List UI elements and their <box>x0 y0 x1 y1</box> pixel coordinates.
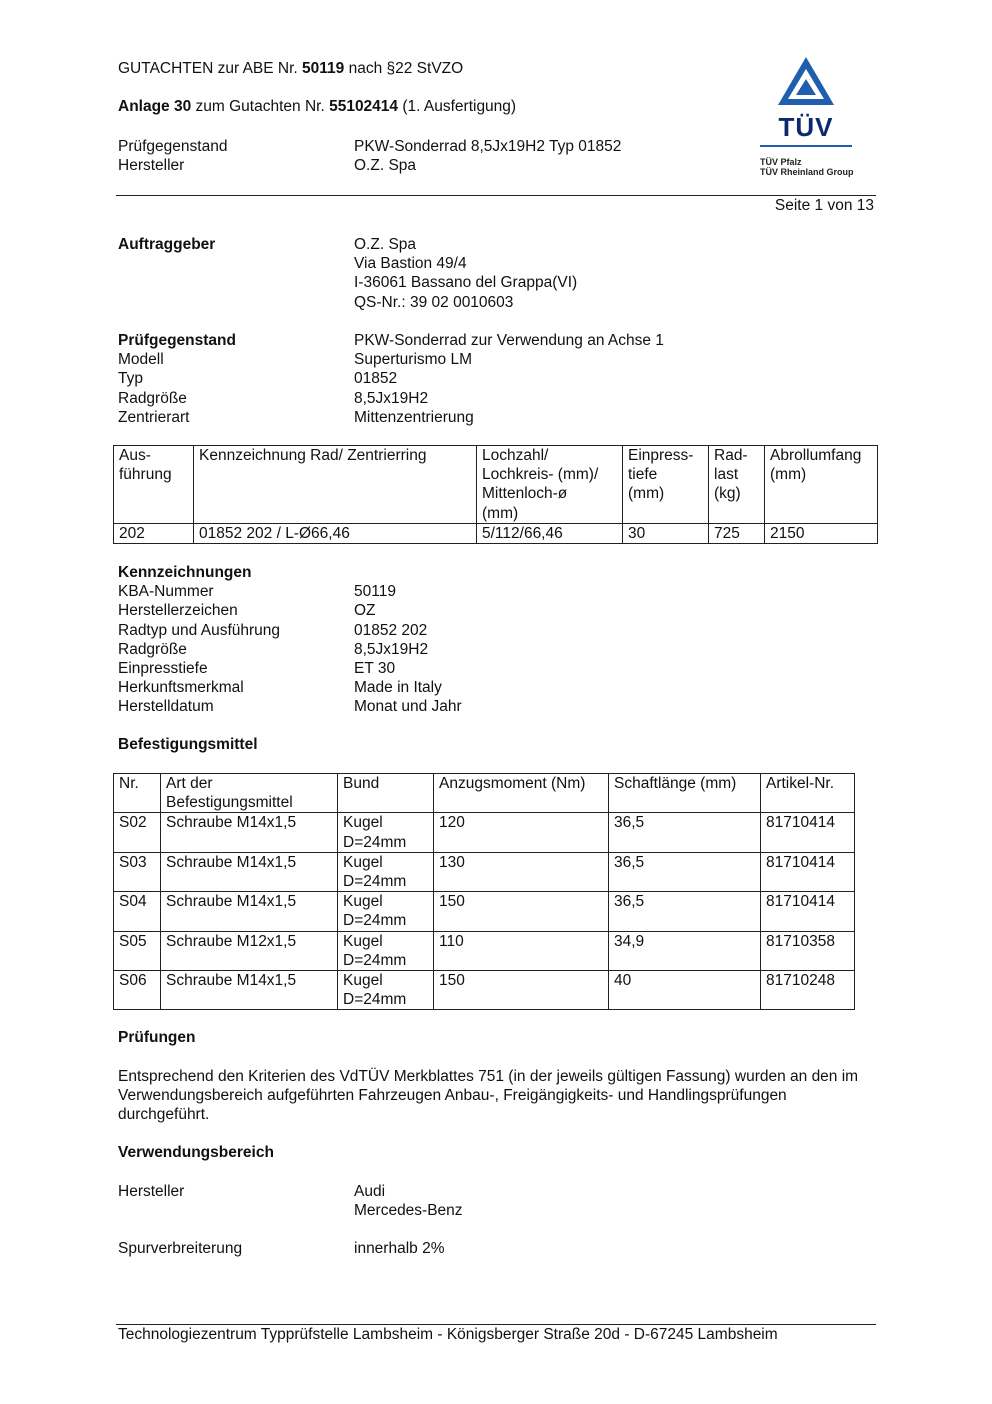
verwendungsbereich-section <box>118 1182 878 1259</box>
pruefungen-label: Prüfungen <box>118 1029 196 1046</box>
kennzeichnungen-label: Kennzeichnungen <box>118 564 252 581</box>
field-value: Mittenzentrierung <box>354 408 474 426</box>
tuv-brand: TÜV <box>778 112 834 142</box>
field-value: OZ <box>354 602 376 620</box>
auftraggeber-line: O.Z. Spa <box>354 236 417 253</box>
table-header-cell: Aus- führung <box>114 446 194 524</box>
table-header-row <box>114 446 878 524</box>
field-value: 8,5Jx19H2 <box>354 640 429 658</box>
table-cell: Kugel D=24mm <box>338 931 434 970</box>
table-row <box>114 523 878 543</box>
hersteller-label: Hersteller <box>118 1183 185 1200</box>
table-cell: Schraube M12x1,5 <box>161 931 338 970</box>
table-cell: Schraube M14x1,5 <box>161 813 338 852</box>
table-cell: 81710414 <box>761 892 855 931</box>
table-cell: S02 <box>114 813 161 852</box>
table-cell: 120 <box>434 813 609 852</box>
spur-label: Spurverbreiterung <box>118 1240 243 1258</box>
logo-divider <box>760 145 852 147</box>
table-cell: 40 <box>609 971 761 1010</box>
table-header-cell: Nr. <box>114 774 161 813</box>
table-cell: 81710358 <box>761 931 855 970</box>
table-header-cell: Abrollumfang (mm) <box>765 446 878 524</box>
header-row: Prüfgegenstand PKW-Sonderrad 8,5Jx19H2 Typ 01852 <box>118 138 622 155</box>
verwendungsbereich-label: Verwendungsbereich <box>118 1144 274 1161</box>
table-cell: 2150 <box>765 523 878 543</box>
table-cell: 202 <box>114 523 194 543</box>
table-cell: 36,5 <box>609 813 761 852</box>
table-header-cell: Anzugsmoment (Nm) <box>434 774 609 813</box>
field-label: Modell <box>118 351 164 369</box>
field-label: KBA-Nummer <box>118 583 214 601</box>
table-cell: Schraube M14x1,5 <box>161 892 338 931</box>
table-cell: S05 <box>114 931 161 970</box>
field-value: 8,5Jx19H2 <box>354 389 429 407</box>
table-cell: 81710248 <box>761 971 855 1010</box>
table-cell: 01852 202 / L-Ø66,46 <box>194 523 477 543</box>
field-value: Monat und Jahr <box>354 698 462 716</box>
header-divider <box>116 195 876 196</box>
spur-value: innerhalb 2% <box>354 1240 445 1258</box>
table-header-cell: Artikel-Nr. <box>761 774 855 813</box>
table-cell: S06 <box>114 971 161 1010</box>
annex-title: Anlage 30 zum Gutachten Nr. 55102414 (1. Ausfertigung) <box>118 98 517 115</box>
hersteller-value: Audi <box>354 1183 386 1200</box>
pruefungen-text: Entsprechend den Kriterien des VdTÜV Merkblattes 751 (in der jeweils gültigen Fassung) wurden an den im Verwendungsbereich aufgeführten Fahrzeugen Anbau-, Freigängigkeits- und Handlingsprüfungen durchgeführt. <box>118 1068 859 1124</box>
table-cell: 110 <box>434 931 609 970</box>
field-label: Radgröße <box>118 640 187 658</box>
table-row <box>114 931 855 970</box>
auftraggeber-line: I-36061 Bassano del Grappa(VI) <box>354 274 578 292</box>
field-label: Typ <box>118 370 143 388</box>
table-cell: 150 <box>434 892 609 931</box>
table-cell: 34,9 <box>609 931 761 970</box>
field-value: ET 30 <box>354 660 396 678</box>
field-label: Herkunftsmerkmal <box>118 679 244 697</box>
footer-divider <box>116 1324 876 1325</box>
report-title: GUTACHTEN zur ABE Nr. 50119 nach §22 StVZO <box>118 60 464 77</box>
table-header-row <box>114 774 855 813</box>
table-cell: Kugel D=24mm <box>338 813 434 852</box>
field-label: Einpresstiefe <box>118 660 208 678</box>
field-value: Superturismo LM <box>354 351 473 369</box>
field-label: Radgröße <box>118 389 187 407</box>
table-cell: Kugel D=24mm <box>338 971 434 1010</box>
field-value: 50119 <box>354 583 396 601</box>
auftraggeber-line: Via Bastion 49/4 <box>354 255 467 273</box>
table-cell: 36,5 <box>609 892 761 931</box>
field-value: 01852 202 <box>354 621 428 639</box>
table-header-cell: Bund <box>338 774 434 813</box>
fastener-table <box>113 773 855 1010</box>
field-label: Zentrierart <box>118 408 190 426</box>
table-header-cell: Schaftlänge (mm) <box>609 774 761 813</box>
table-row <box>114 971 855 1010</box>
table-cell: 5/112/66,46 <box>477 523 623 543</box>
logo-line1: TÜV Pfalz <box>760 157 802 167</box>
tuv-triangle-icon <box>760 55 852 107</box>
table-header-cell: Lochzahl/ Lochkreis- (mm)/ Mittenloch-ø (mm) <box>477 446 623 524</box>
table-row <box>114 813 855 852</box>
table-cell: S03 <box>114 852 161 891</box>
header-row: Hersteller O.Z. Spa <box>118 157 417 175</box>
table-cell: 725 <box>709 523 765 543</box>
auftraggeber-label: Auftraggeber <box>118 236 216 253</box>
field-label: Herstellerzeichen <box>118 602 238 620</box>
logo-line2: TÜV Rheinland Group <box>760 167 854 177</box>
table-row <box>114 892 855 931</box>
table-header-cell: Einpress- tiefe (mm) <box>623 446 709 524</box>
table-row <box>114 852 855 891</box>
table-cell: 36,5 <box>609 852 761 891</box>
pruefgegenstand-section <box>118 331 878 427</box>
auftraggeber-line: QS-Nr.: 39 02 0010603 <box>354 293 514 311</box>
table-header-cell: Art der Befestigungsmittel <box>161 774 338 813</box>
table-cell: S04 <box>114 892 161 931</box>
field-value: 01852 <box>354 370 398 388</box>
table-cell: Kugel D=24mm <box>338 892 434 931</box>
table-cell: 30 <box>623 523 709 543</box>
wheel-table <box>113 445 878 544</box>
table-cell: Schraube M14x1,5 <box>161 971 338 1010</box>
footer-text: Technologiezentrum Typprüfstelle Lambsheim - Königsberger Straße 20d - D-67245 Lambsheim <box>118 1326 778 1343</box>
field-value: Made in Italy <box>354 679 442 697</box>
table-cell: 81710414 <box>761 852 855 891</box>
kennzeichnungen-section <box>118 563 878 717</box>
table-header-cell: Kennzeichnung Rad/ Zentrierring <box>194 446 477 524</box>
field-label: Radtyp und Ausführung <box>118 621 281 639</box>
table-cell: 150 <box>434 971 609 1010</box>
table-cell: Kugel D=24mm <box>338 852 434 891</box>
befestigung-label: Befestigungsmittel <box>118 736 258 753</box>
page-number: Seite 1 von 13 <box>774 197 874 214</box>
field-label: Herstelldatum <box>118 698 214 716</box>
pruefgegenstand-label: Prüfgegenstand <box>118 332 236 349</box>
pruefgegenstand-value: PKW-Sonderrad zur Verwendung an Achse 1 <box>354 332 664 349</box>
hersteller-value: Mercedes-Benz <box>354 1202 463 1220</box>
table-header-cell: Rad- last (kg) <box>709 446 765 524</box>
table-cell: 130 <box>434 852 609 891</box>
table-cell: 81710414 <box>761 813 855 852</box>
auftraggeber-section <box>118 235 878 312</box>
table-cell: Schraube M14x1,5 <box>161 852 338 891</box>
tuv-logo <box>760 55 860 177</box>
